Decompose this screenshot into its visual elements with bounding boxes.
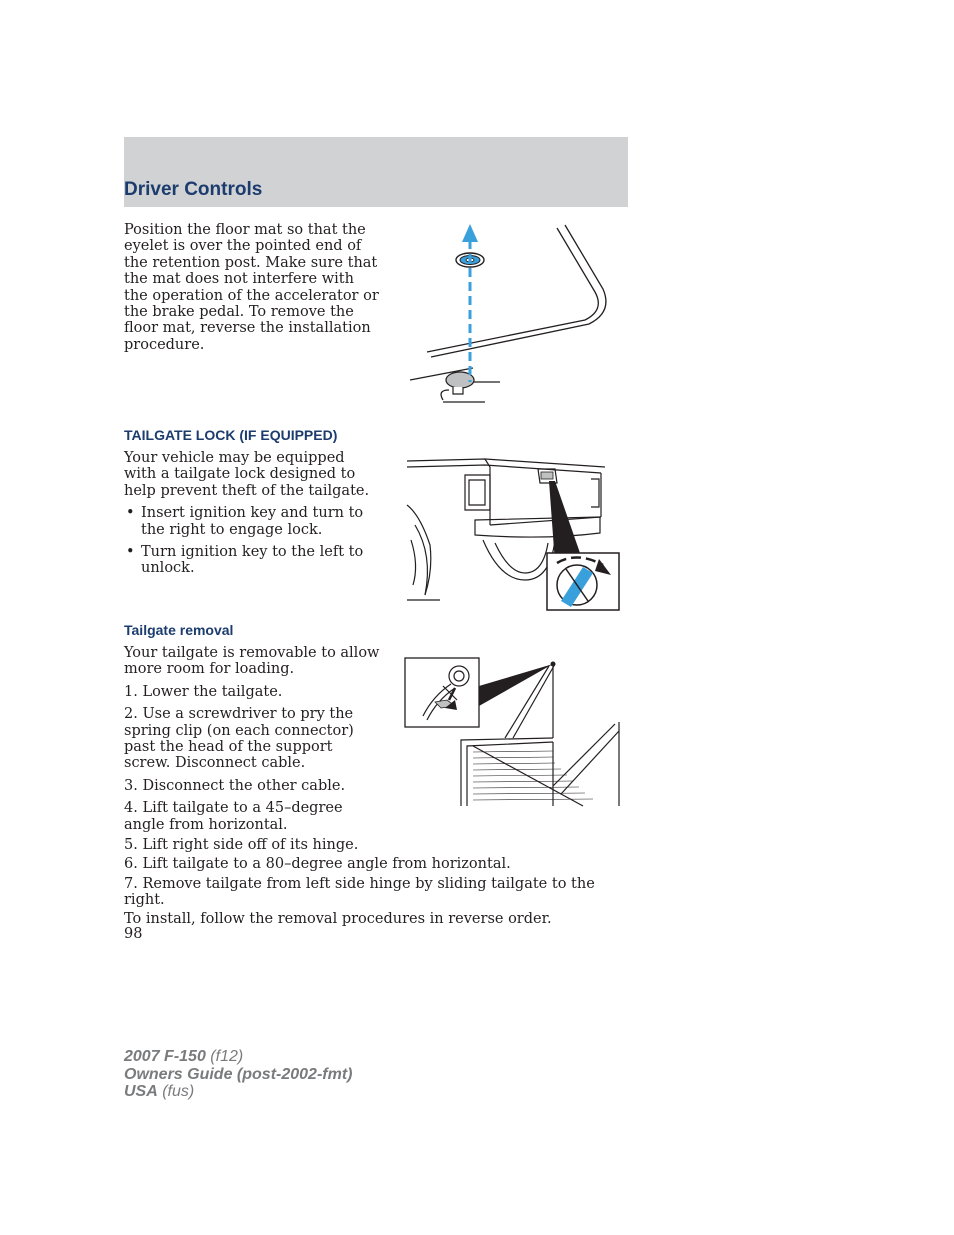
tailgate-removal-section (124, 622, 380, 833)
page-title: Driver Controls (124, 179, 263, 200)
list-item: 6. Lift tailgate to a 80–degree angle from horizontal. (124, 856, 511, 873)
footer-model-code: (f12) (205, 1048, 244, 1065)
tailgate-lock-section (124, 427, 380, 577)
tailgate-lock-heading: TAILGATE LOCK (IF EQUIPPED) (124, 427, 338, 443)
footer-market-code: (fus) (157, 1083, 195, 1100)
header-band (124, 137, 628, 207)
footer-model: 2007 F-150 (124, 1048, 206, 1065)
tailgate-lock-intro: Your vehicle may be equipped with a tailgate lock designed to help prevent theft of the tailgate. (124, 450, 370, 499)
document-footer (124, 1048, 352, 1101)
footer-guide: Owners Guide (post-2002-fmt) (124, 1065, 353, 1083)
tailgate-removal-steps-wide (124, 837, 628, 927)
list-item: 4. Lift tailgate to a 45–degree angle from horizontal. (124, 800, 343, 833)
floor-mat-paragraph: Position the floor mat so that the eyelet is over the pointed end of the retention post. Make sure that the mat does not interfere with the operation of the accelerator or the brake pedal. To remove the floor mat, reverse the installation procedure. (124, 222, 379, 353)
closing-paragraph: To install, follow the removal procedures in reverse order. (124, 910, 552, 927)
tailgate-removal-heading: Tailgate removal (124, 622, 234, 638)
tailgate-lock-figure (405, 455, 623, 615)
list-item: • Insert ignition key and turn to the right to engage lock. (124, 505, 380, 538)
tailgate-lock-bullets (124, 505, 380, 577)
tailgate-removal-intro: Your tailgate is removable to allow more room for loading. (124, 645, 380, 678)
list-item: • Turn ignition key to the left to unlock. (124, 544, 380, 577)
list-item: 5. Lift right side off of its hinge. (124, 837, 359, 853)
list-item: 2. Use a screwdriver to pry the spring clip (on each connector) past the head of the support screw. Disconnect cable. (124, 706, 354, 772)
footer-market: USA (124, 1083, 158, 1100)
list-item: 1. Lower the tailgate. (124, 683, 283, 700)
floor-mat-retention-figure (405, 222, 620, 407)
page-number: 98 (124, 926, 143, 942)
floor-mat-paragraph-block (124, 222, 380, 353)
tailgate-cable-figure (403, 656, 621, 808)
list-item: 3. Disconnect the other cable. (124, 777, 346, 794)
list-item: 7. Remove tailgate from left side hinge by sliding tailgate to the right. (124, 875, 595, 909)
